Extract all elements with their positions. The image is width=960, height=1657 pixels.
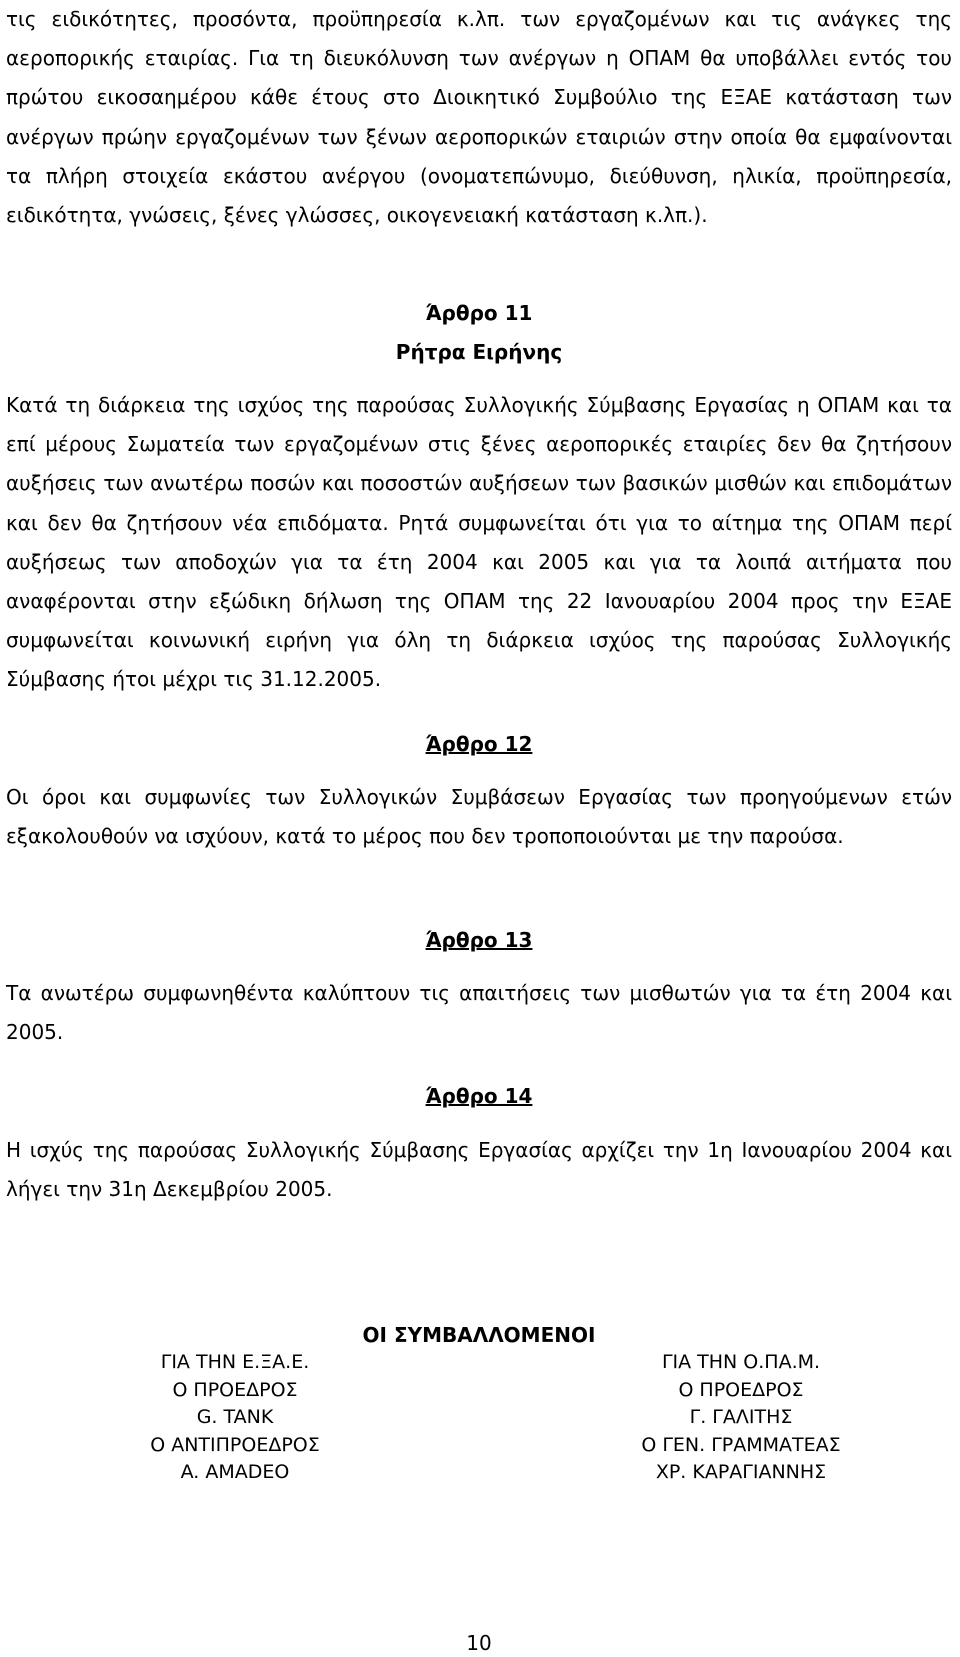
page-number: 10 xyxy=(466,1631,492,1655)
signatories-title: ΟΙ ΣΥΜΒΑΛΛΟΜΕΝΟΙ xyxy=(362,1323,596,1347)
intro-paragraph: τις ειδικότητες, προσόντα, προϋπηρεσία κ.λπ. των εργαζομένων και τις ανάγκες της αεροπορικής εταιρίας. Για τη διευκόλυνση των ανέργων η ΟΠΑΜ θα υποβάλλει εντός του πρώτου εικοσαημέρου κάθε έτους στο Διοικητικό Συμβούλιο της ΕΞΑΕ κατάσταση των ανέργων πρώην εργαζομένων των ξένων αεροπορικών εταιριών στην οποία θα εμφαίνονται τα πλήρη στοιχεία εκάστου ανέργου (ονοματεπώνυμο, διεύθυνση, ηλικία, προϋπηρεσία, ειδικότητα, γνώσεις, ξένες γλώσσες, οικογενειακή κατάσταση κ.λπ.). xyxy=(6,7,952,228)
article-14-paragraph: Η ισχύς της παρούσας Συλλογικής Σύμβασης Εργασίας αρχίζει την 1η Ιανουαρίου 2004 και λήγει την 31η Δεκεμβρίου 2005. xyxy=(6,1138,952,1202)
signature-name: Γ. ΓΑΛΙΤΗΣ xyxy=(689,1406,793,1428)
article-13-paragraph: Τα ανωτέρω συμφωνηθέντα καλύπτουν τις απαιτήσεις των μισθωτών για τα έτη 2004 και 2005. xyxy=(6,981,952,1045)
signature-org: ΓΙΑ ΤΗΝ Ο.ΠΑ.Μ. xyxy=(661,1351,821,1373)
signature-role: Ο ΑΝΤΙΠΡΟΕΔΡΟΣ xyxy=(150,1433,320,1456)
signature-name: A. AMADEO xyxy=(180,1461,290,1483)
article-11-heading: Άρθρο 11 xyxy=(425,301,533,325)
article-11-paragraph: Κατά τη διάρκεια της ισχύος της παρούσας Συλλογικής Σύμβασης Εργασίας η ΟΠΑΜ και τα επί μέρους Σωματεία των εργαζομένων στις ξένες αεροπορικές εταιρίες δεν θα ζητήσουν αυξήσεις των ανωτέρω ποσών και ποσοστών αυξήσεων των βασικών μισθών και επιδομάτων και δεν θα ζητήσουν νέα επιδόματα. Ρητά συμφωνείται ότι για το αίτημα της ΟΠΑΜ περί αυξήσεως των αποδοχών για τα έτη 2004 και 2005 και για τα λοιπά αιτήματα που αναφέρονται στην εξώδικη δήλωση της ΟΠΑΜ της 22 Ιανουαρίου 2004 προς την ΕΞΑΕ συμφωνείται κοινωνική ειρήνη για όλη τη διάρκεια ισχύος της παρούσας Συλλογικής Σύμβασης ήτοι μέχρι τις 31.12.2005. xyxy=(6,393,952,692)
signature-role: Ο ΠΡΟΕΔΡΟΣ xyxy=(172,1378,298,1401)
signature-name: ΧΡ. ΚΑΡΑΓΙΑΝΝΗΣ xyxy=(655,1461,827,1483)
signature-block-opam xyxy=(591,1349,891,1487)
signature-org: ΓΙΑ ΤΗΝ Ε.ΞΑ.Ε. xyxy=(160,1351,310,1373)
article-11-subheading: Ρήτρα Ειρήνης xyxy=(395,340,563,364)
signature-role: Ο ΓΕΝ. ΓΡΑΜΜΑΤΕΑΣ xyxy=(641,1433,841,1456)
document-page xyxy=(6,0,952,1656)
signature-name: G. TANK xyxy=(196,1406,274,1428)
article-12-heading: Άρθρο 12 xyxy=(425,732,533,756)
article-14-heading: Άρθρο 14 xyxy=(425,1084,533,1108)
article-13-heading: Άρθρο 13 xyxy=(425,928,533,952)
article-12-paragraph: Οι όροι και συμφωνίες των Συλλογικών Συμβάσεων Εργασίας των προηγούμενων ετών εξακολουθούν να ισχύουν, κατά το μέρος που δεν τροποποιούνται με την παρούσα. xyxy=(6,785,952,849)
signature-block-exae xyxy=(85,1349,385,1487)
signature-role: Ο ΠΡΟΕΔΡΟΣ xyxy=(678,1378,804,1401)
